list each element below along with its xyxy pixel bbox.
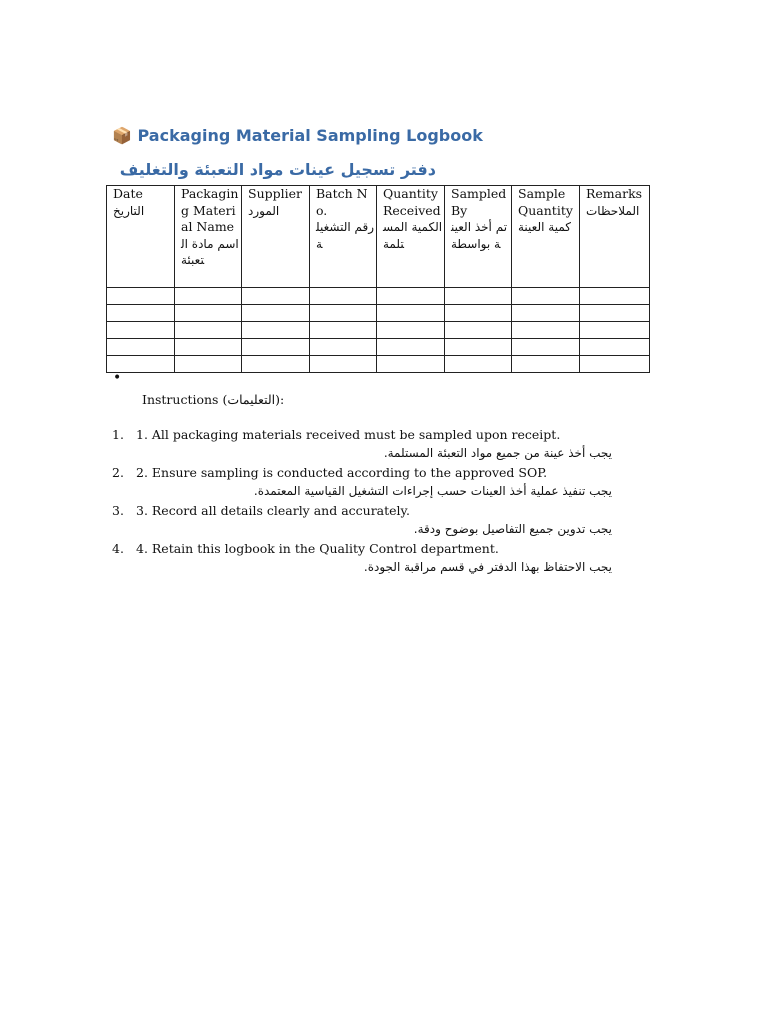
table-cell[interactable] [107,288,175,305]
table-cell[interactable] [580,339,650,356]
table-cell[interactable] [310,322,377,339]
list-number: 3. [112,503,124,518]
col-label: Packaging Material Name [181,186,239,234]
col-supplier [242,186,310,288]
instruction-text-arabic: يجب أخذ عينة من جميع مواد التعبئة المستلمة. [383,446,612,460]
instruction-text: 2. Ensure sampling is conducted according to the approved SOP. [136,465,548,480]
table-row [107,322,650,339]
col-label-arabic: اسم مادة التعبئة [181,236,239,267]
table-cell[interactable] [445,305,512,322]
table-cell[interactable] [512,305,580,322]
table-body [107,288,650,373]
col-sampled-by [445,186,512,288]
table-cell[interactable] [377,356,445,373]
col-label-arabic: تم أخذ العينة بواسطة [451,220,508,251]
table-cell[interactable] [377,288,445,305]
document-title: 📦 Packaging Material Sampling Logbook [112,126,483,145]
col-remarks [580,186,650,288]
list-number: 4. [112,541,124,556]
table-cell[interactable] [580,288,650,305]
table-cell[interactable] [580,322,650,339]
table-cell[interactable] [445,288,512,305]
table-cell[interactable] [175,288,242,305]
instruction-text-arabic: يجب تدوين جميع التفاصيل بوضوح ودقة. [413,522,612,536]
table-cell[interactable] [445,322,512,339]
table-cell[interactable] [512,288,580,305]
col-label: Quantity Received [383,186,441,218]
table-cell[interactable] [377,305,445,322]
table-cell[interactable] [175,305,242,322]
table-cell[interactable] [445,339,512,356]
table-cell[interactable] [242,356,310,373]
col-packaging-material-name [175,186,242,288]
col-sample-quantity [512,186,580,288]
sampling-log-table [106,185,650,373]
instruction-text: 4. Retain this logbook in the Quality Control department. [136,541,499,556]
col-label-arabic: التاريخ [113,203,145,218]
col-label: Sampled By [451,186,507,218]
col-label: Remarks [586,186,643,201]
instruction-text-arabic: يجب تنفيذ عملية أخذ العينات حسب إجراءات التشغيل القياسية المعتمدة. [253,484,612,498]
col-label: Sample Quantity [518,186,573,218]
table-cell[interactable] [107,322,175,339]
table-cell[interactable] [242,322,310,339]
table-cell[interactable] [107,305,175,322]
table-cell[interactable] [310,288,377,305]
col-label: Batch No. [316,186,368,218]
list-item [112,501,612,539]
col-label-arabic: المورد [248,203,280,218]
table-cell[interactable] [512,356,580,373]
table-row [107,305,650,322]
table-cell[interactable] [377,339,445,356]
col-label-arabic: الملاحظات [586,203,640,218]
table-cell[interactable] [175,339,242,356]
table-cell[interactable] [310,305,377,322]
table-cell[interactable] [445,356,512,373]
instruction-text-arabic: يجب الاحتفاظ بهذا الدفتر في قسم مراقبة الجودة. [363,560,612,574]
table-cell[interactable] [242,288,310,305]
col-label-arabic: الكمية المستلمة [383,220,443,251]
table-cell[interactable] [107,339,175,356]
table-cell[interactable] [310,339,377,356]
col-label-arabic: رقم التشغيلة [316,220,375,251]
bullet-marker: • [113,370,122,386]
table-header-row [107,186,650,288]
table-cell[interactable] [580,305,650,322]
instruction-text: 1. All packaging materials received must be sampled upon receipt. [136,427,561,442]
document-title-arabic: دفتر تسجيل عينات مواد التعبئة والتغليف [119,160,436,179]
table-cell[interactable] [242,305,310,322]
instruction-text: 3. Record all details clearly and accurately. [136,503,410,518]
table-cell[interactable] [580,356,650,373]
col-date [107,186,175,288]
col-batch-no [310,186,377,288]
col-label: Supplier [248,186,302,201]
table-row [107,288,650,305]
list-item [112,425,612,463]
table-row [107,356,650,373]
list-number: 2. [112,465,124,480]
table-cell[interactable] [242,339,310,356]
table-cell[interactable] [175,322,242,339]
instructions-heading: Instructions (التعليمات): [142,392,285,407]
table-row [107,339,650,356]
col-quantity-received [377,186,445,288]
table-cell[interactable] [310,356,377,373]
table-cell[interactable] [512,322,580,339]
list-item [112,539,612,577]
table-cell[interactable] [377,322,445,339]
table-cell[interactable] [512,339,580,356]
col-label-arabic: كمية العينة [518,220,571,234]
table-cell[interactable] [175,356,242,373]
list-item [112,463,612,501]
instructions-list [112,425,612,577]
col-label: Date [113,186,143,201]
list-number: 1. [112,427,124,442]
